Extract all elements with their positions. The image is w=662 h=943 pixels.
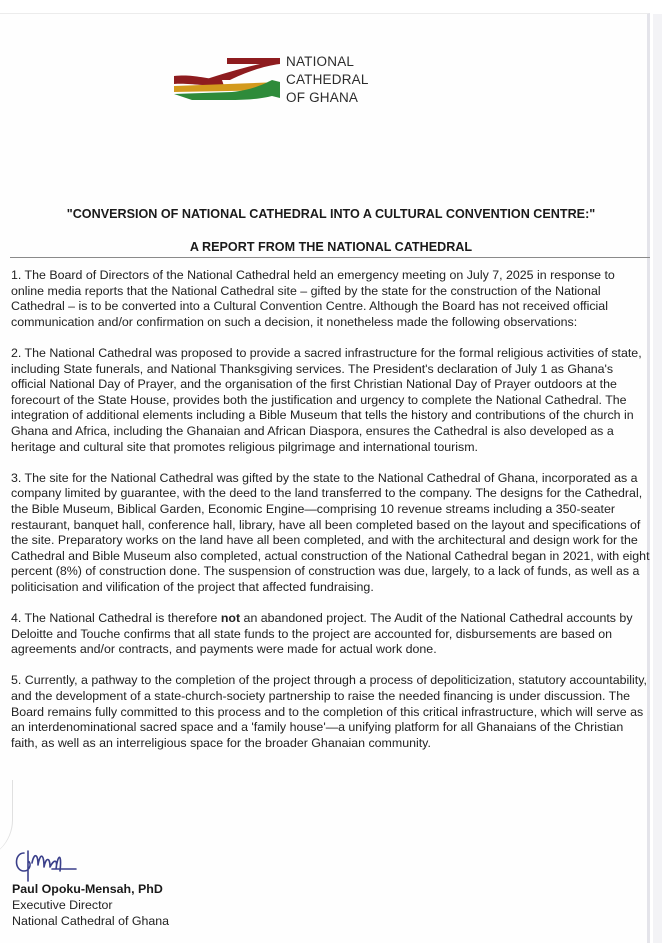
logo-wordmark <box>286 53 369 107</box>
handwritten-signature-icon <box>12 843 82 883</box>
paragraph-1: 1. The Board of Directors of the National Cathedral held an emergency meeting on July 7, 2025 in response to online media reports that the National Cathedral site – gifted by the state for the construction of the National Cathedral – is to be converted into a Cultural Convention Centre. Although the Board has not received official communication and/or confirmation on such a decision, it nonetheless made the following observations: <box>11 268 615 329</box>
signatory-role: Executive Director <box>12 898 113 912</box>
paragraph-4 <box>11 611 651 658</box>
logo-line: NATIONAL <box>286 54 355 69</box>
signatory-organization: National Cathedral of Ghana <box>12 914 170 928</box>
paragraph-4-emphasis: not <box>220 611 241 626</box>
paragraph-2: 2. The National Cathedral was proposed to provide a sacred infrastructure for the formal religious activities of state, including State funerals, and National Thanksgiving services. The President's declaration of July 1 as Ghana's official National Day of Prayer, and the organisation of the first Christian National Day of Prayer outdoors at the forecourt of the State House, provides both the justification and urgency to complete the National Cathedral. The integration of additional elements including a Bible Museum that tells the history and contributions of the church in Ghana and Africa, including the Ghanaian and African Diaspora, ensures the Cathedral is also developed as a heritage and cultural site that promotes religious pilgrimage and international tourism. <box>11 345 642 454</box>
logo-line: OF GHANA <box>286 90 359 105</box>
paragraph-4-lead: 4. The National Cathedral is therefore <box>11 611 221 626</box>
document-body <box>11 268 651 767</box>
signature-image <box>12 843 82 883</box>
national-cathedral-logo <box>172 52 372 112</box>
ribbon-logo-icon <box>172 54 282 104</box>
document-subtitle: A REPORT FROM THE NATIONAL CATHEDRAL <box>189 240 473 254</box>
logo-line: CATHEDRAL <box>286 72 369 87</box>
document-title: "CONVERSION OF NATIONAL CATHEDRAL INTO A CULTURAL CONVENTION CENTRE:" <box>66 207 596 221</box>
signatory-block <box>12 881 169 929</box>
paragraph-3: 3. The site for the National Cathedral was gifted by the state to the National Cathedral of Ghana, incorporated as a company limited by guarantee, with the deed to the land transferred to the company. The designs for the Cathedral, the Bible Museum, Biblical Garden, Economic Engine—comprising 10 revenue streams including a 350-seater restaurant, banquet hall, conference hall, library, have all been completed based on the layout and specifications of the site. Preparatory works on the land have all been completed, and with the architectural and design work for the Cathedral and Bible Museum also completed, actual construction of the National Cathedral began in 2021, with eight percent (8%) of construction done. The suspension of construction was due, largely, to a lack of funds, as well as a politicisation and vilification of the project that affected fundraising. <box>11 470 650 594</box>
page-edge <box>653 14 662 943</box>
paragraph-5: 5. Currently, a pathway to the completion of the project through a process of depoliticization, statutory accountability, and the development of a state-church-society partnership to raise the needed financing is under discussion. The Board remains fully committed to this process and to the completion of this critical infrastructure, which will serve as an interdenominational sacred space and a 'family house'—a unifying platform for all Ghanaians of the Christian faith, as well as an interreligious space for the broader Ghanaian community. <box>11 673 647 750</box>
signatory-name: Paul Opoku-Mensah, PhD <box>12 882 163 896</box>
paragraph-4-rest: an abandoned project. The Audit of the National Cathedral accounts by Deloitte and Touche confirms that all state funds to the project are accounted for, disbursements are based on agreements and/or contracts, and payments were made for actual work done. <box>11 611 633 657</box>
title-divider <box>10 257 650 258</box>
